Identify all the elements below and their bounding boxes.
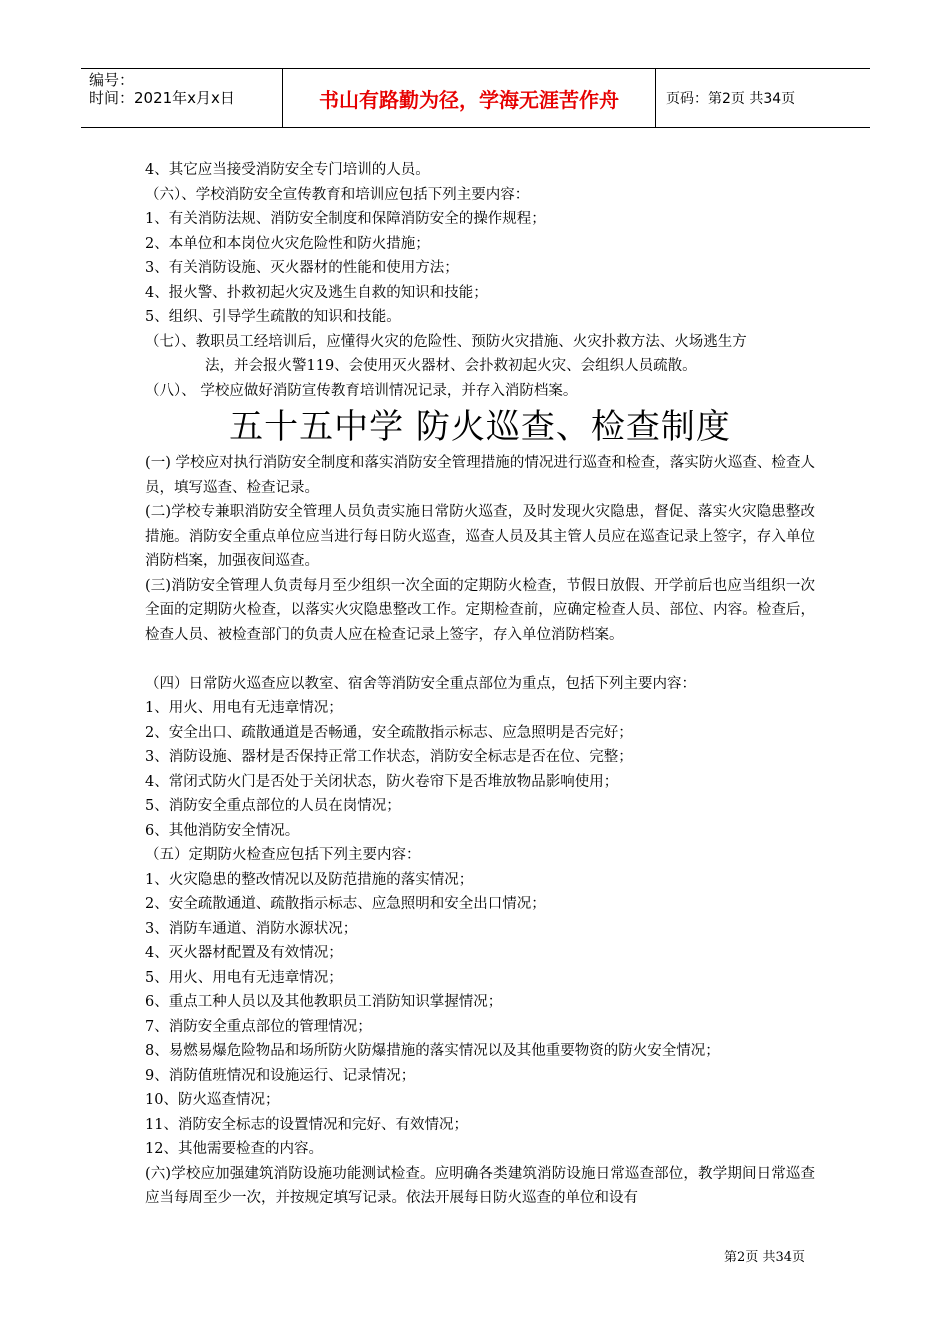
periodic-heading: （五）定期防火检查应包括下列主要内容： [145, 847, 421, 863]
list-item: 4、灭火器材配置及有效情况； [145, 945, 343, 961]
para-seven-line1: （七）、教职员工经培训后，应懂得火灾的危险性、预防火灾措施、火灾扑救方法、火场逃生方 [145, 333, 747, 350]
text-line: 4、报火警、扑救初起火灾及逃生自救的知识和技能； [145, 284, 488, 301]
list-item: 4、常闭式防火门是否处于关闭状态，防火卷帘下是否堆放物品影响使用； [145, 773, 619, 790]
header-meta [81, 69, 282, 127]
paragraph-2: (二)学校专兼职消防安全管理人员负责实施日常防火巡查，及时发现火灾隐患，督促、落实火灾隐患整改措施。消防安全重点单位应当进行每日防火巡查，巡查人员及其主管人员应在巡查记录上签字，存入单位消防档案，加强夜间巡查。 [145, 504, 815, 569]
list-item: 7、消防安全重点部位的管理情况； [145, 1018, 372, 1035]
paragraph-3: (三)消防安全管理人负责每月至少组织一次全面的定期防火检查，节假日放假、开学前后也应当组织一次全面的定期防火检查，以落实火灾隐患整改工作。定期检查前，应确定检查人员、部位、内容。检查后，检查人员、被检查部门的负责人应在检查记录上签字，存入单位消防档案。 [145, 577, 815, 643]
para-eight: （八）、 学校应做好消防宣传教育培训情况记录，并存入消防档案。 [145, 382, 578, 399]
list-item: 1、用火、用电有无违章情况； [145, 700, 343, 716]
paragraph-1: (一) 学校应对执行消防安全制度和落实消防安全管理措施的情况进行巡查和检查，落实防火巡查、检查人员，填写巡查、检查记录。 [145, 455, 815, 496]
list-item: 10、防火巡查情况； [145, 1092, 280, 1108]
document-body [145, 158, 815, 1211]
list-item: 5、用火、用电有无违章情况； [145, 969, 343, 986]
list-item: 1、火灾隐患的整改情况以及防范措施的落实情况； [145, 871, 474, 888]
header-number-label: 编号： [89, 71, 135, 89]
list-item: 12、其他需要检查的内容。 [145, 1141, 323, 1157]
list-item: 5、消防安全重点部位的人员在岗情况； [145, 798, 401, 814]
text-line: 2、本单位和本岗位火灾危险性和防火措施； [145, 235, 430, 252]
page-footer: 第2页 共34页 [724, 1250, 805, 1265]
list-item: 3、消防设施、器材是否保持正常工作状态，消防安全标志是否在位、完整； [145, 749, 633, 765]
header-date: 时间：2021年x月x日 [89, 89, 235, 107]
text-line: 5、组织、引导学生疏散的知识和技能。 [145, 309, 401, 325]
paragraph-6: (六)学校应加强建筑消防设施功能测试检查。应明确各类建筑消防设施日常巡查部位，教学期间日常巡查应当每周至少一次，并按规定填写记录。依法开展每日防火巡查的单位和设有 [145, 1165, 815, 1206]
list-item: 6、其他消防安全情况。 [145, 822, 300, 839]
header-motto: 书山有路勤为径，学海无涯苦作舟 [282, 69, 656, 127]
list-item: 9、消防值班情况和设施运行、记录情况； [145, 1067, 416, 1084]
header-page-info: 页码：第2页 共34页 [666, 91, 796, 107]
text-line: 4、其它应当接受消防安全专门培训的人员。 [145, 162, 430, 178]
page-header [81, 68, 870, 128]
list-item: 2、安全疏散通道、疏散指示标志、应急照明和安全出口情况； [145, 896, 546, 912]
section-title: 五十五中学 防火巡查、检查制度 [229, 407, 731, 447]
list-item: 2、安全出口、疏散通道是否畅通，安全疏散指示标志、应急照明是否完好； [145, 724, 633, 741]
list-item: 6、重点工种人员以及其他教职员工消防知识掌握情况； [145, 994, 503, 1010]
list-item: 11、消防安全标志的设置情况和完好、有效情况； [145, 1116, 468, 1133]
text-line: 1、有关消防法规、消防安全制度和保障消防安全的操作规程； [145, 211, 546, 227]
daily-heading: （四）日常防火巡查应以教室、宿舍等消防安全重点部位为重点，包括下列主要内容： [145, 675, 696, 692]
para-seven-line2: 法，并会报火警119、会使用灭火器材、会扑救初起火灾、会组织人员疏散。 [205, 358, 697, 374]
text-line: （六）、学校消防安全宣传教育和培训应包括下列主要内容： [145, 186, 530, 203]
text-line: 3、有关消防设施、灭火器材的性能和使用方法； [145, 260, 459, 276]
list-item: 3、消防车通道、消防水源状况； [145, 920, 358, 937]
list-item: 8、易燃易爆危险物品和场所防火防爆措施的落实情况以及其他重要物资的防火安全情况； [145, 1043, 720, 1059]
